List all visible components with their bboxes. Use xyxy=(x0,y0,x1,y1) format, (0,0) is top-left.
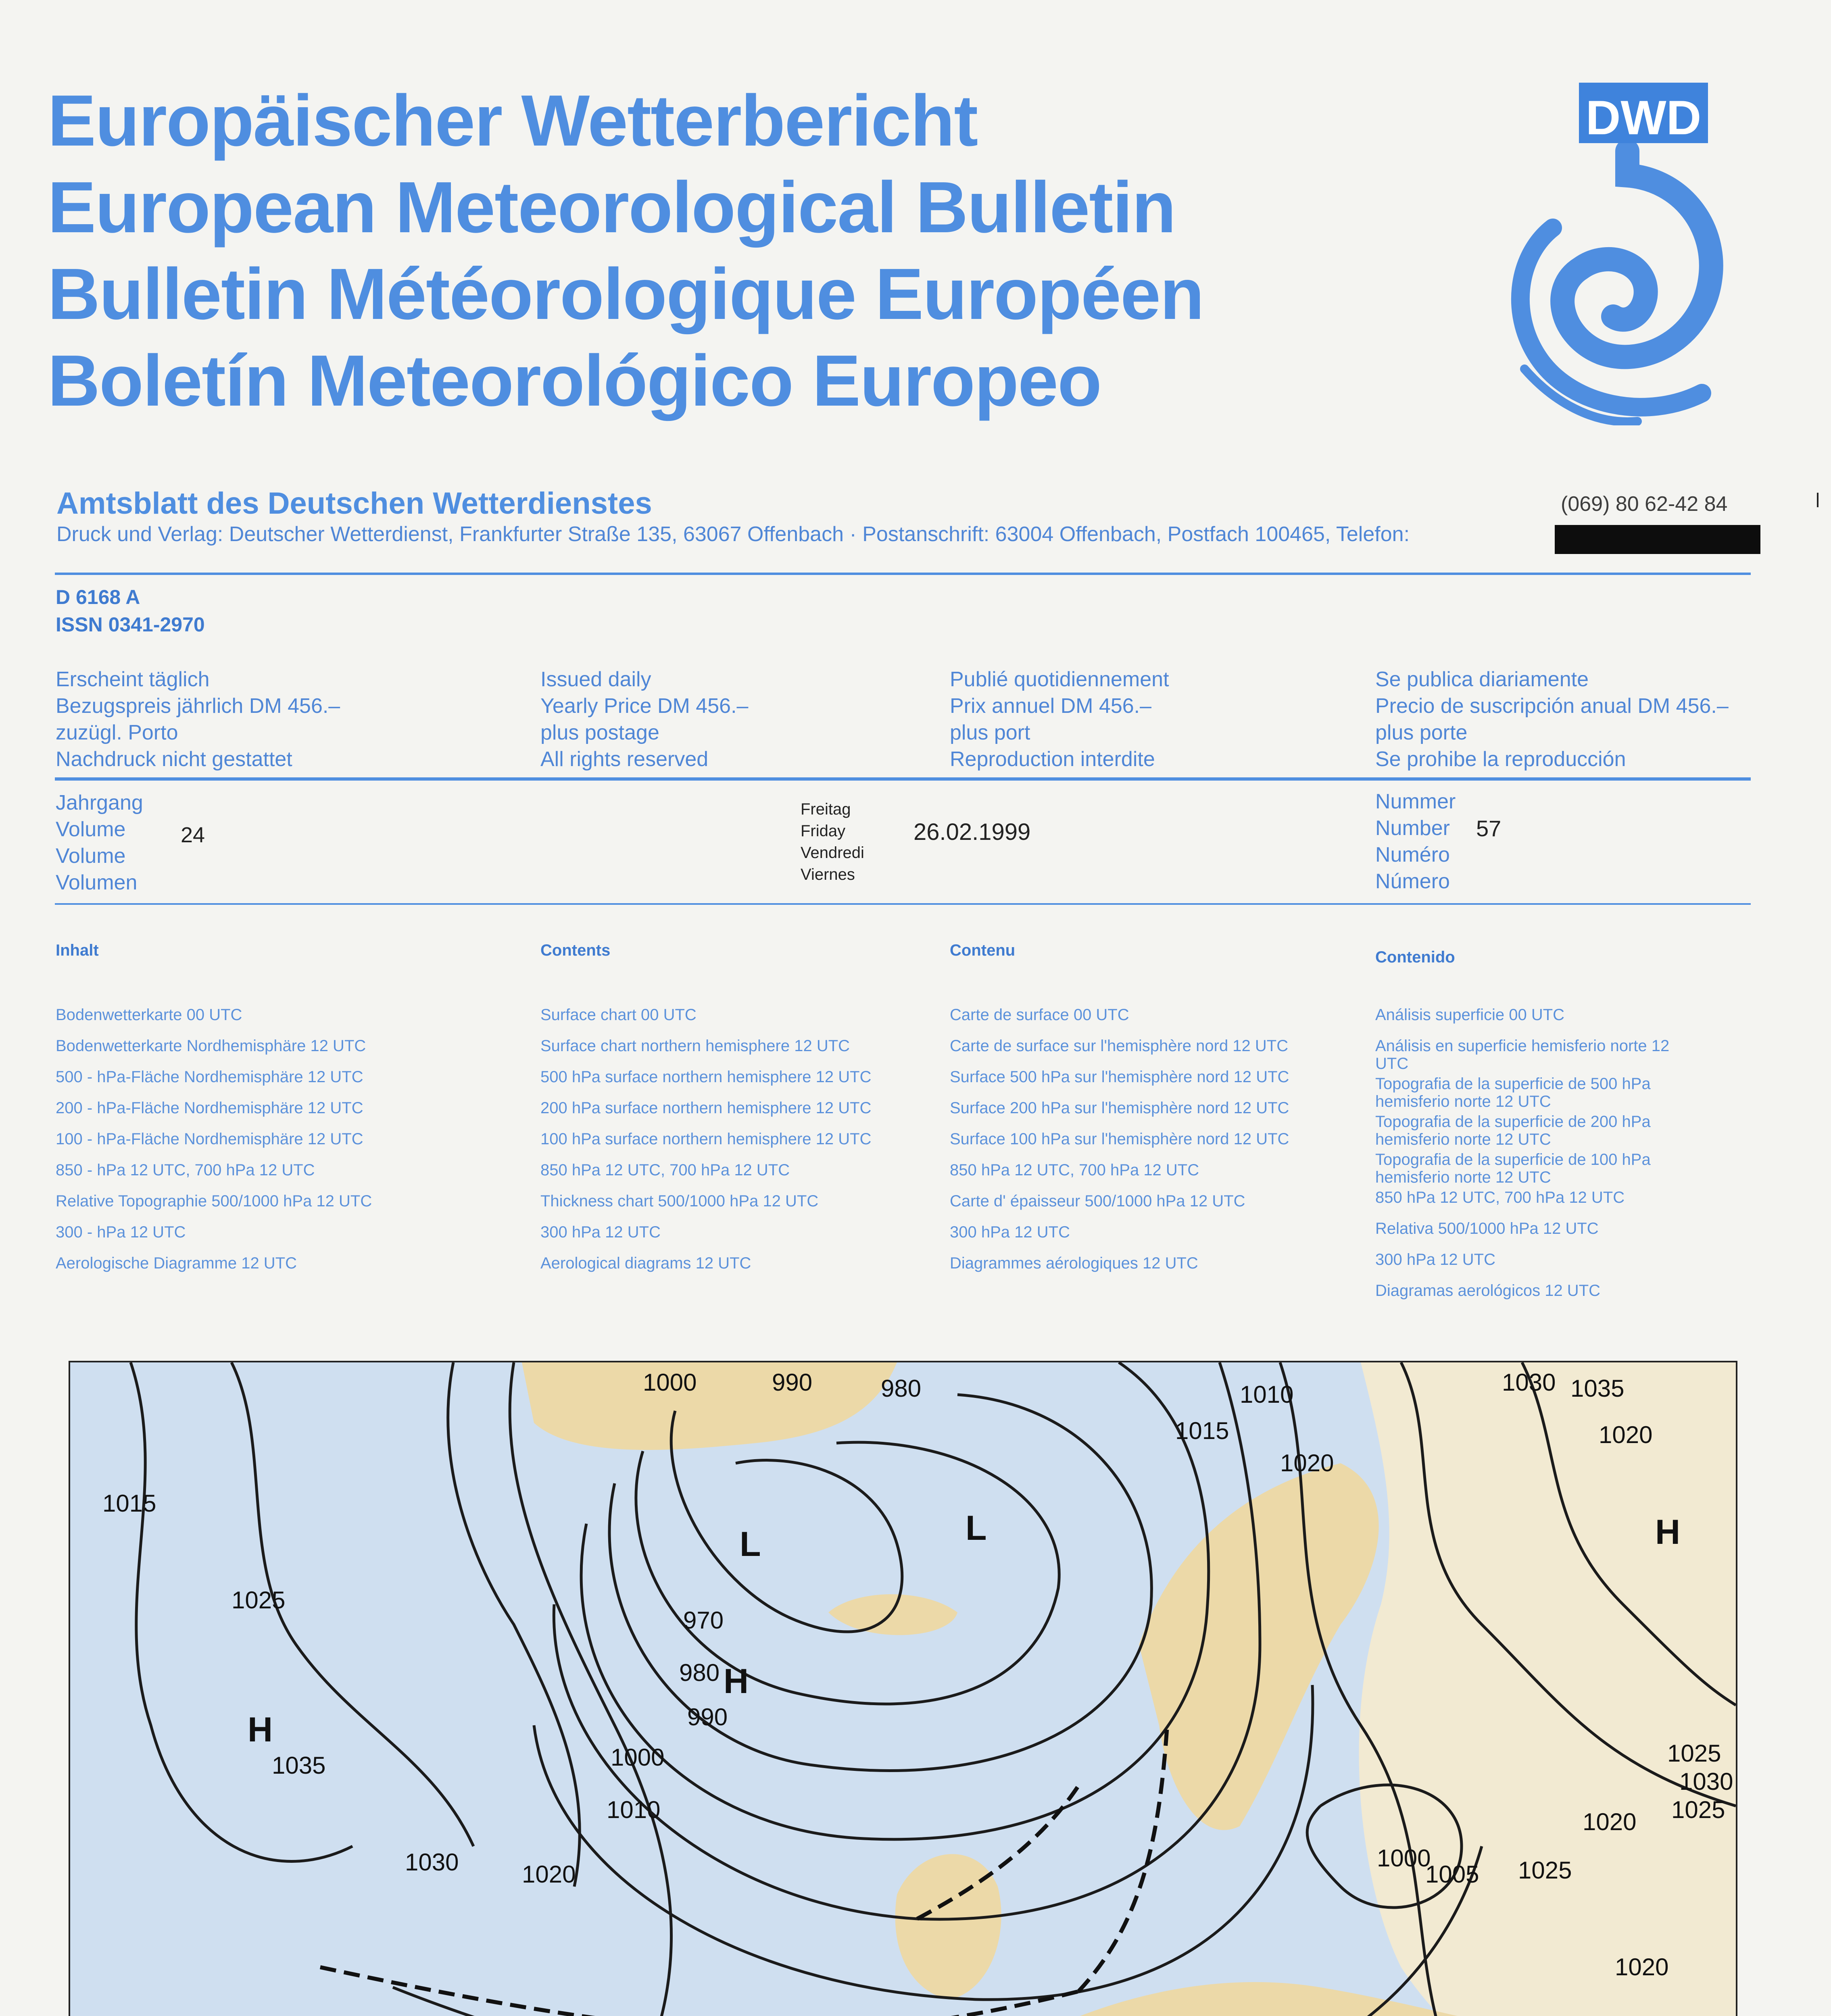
number-labels xyxy=(1375,788,1456,895)
toc-item: 850 hPa 12 UTC, 700 hPa 12 UTC xyxy=(1375,1189,1625,1206)
redacted-phone-block xyxy=(1555,525,1760,554)
toc-item: Bodenwetterkarte Nordhemisphäre 12 UTC xyxy=(56,1037,366,1055)
volume-label: Jahrgang xyxy=(56,791,143,814)
divider-mid xyxy=(55,777,1751,781)
terms-french xyxy=(950,666,1169,773)
isobar-label: 1015 xyxy=(102,1490,156,1517)
toc-item: Surface 200 hPa sur l'hemisphère nord 12 UTC xyxy=(950,1099,1289,1117)
publisher-name: Amtsblatt des Deutschen Wetterdienstes xyxy=(56,486,652,521)
isobar-label: 1030 xyxy=(1502,1369,1556,1396)
volume-value: 24 xyxy=(181,823,205,847)
terms-english xyxy=(540,666,748,773)
terms-line: Bezugspreis jährlich DM 456.– xyxy=(56,694,340,718)
corner-mark xyxy=(1817,493,1818,507)
toc-item: Aerological diagrams 12 UTC xyxy=(540,1254,751,1272)
isobar-label: 1000 xyxy=(1377,1845,1431,1872)
toc-item: Análisis en superficie hemisferio norte 12 UTC xyxy=(1375,1037,1670,1073)
publisher-address: Druck und Verlag: Deutscher Wetterdienst, Frankfurter Straße 135, 63067 Offenbach · Postanschrift: 63004 Offenbach, Postfach 100465, Telefon: xyxy=(56,523,1410,546)
volume-label: Volumen xyxy=(56,871,138,894)
divider-top xyxy=(55,573,1751,575)
toc-item: 300 - hPa 12 UTC xyxy=(56,1223,186,1241)
toc-item: 300 hPa 12 UTC xyxy=(950,1223,1070,1241)
terms-line: Se prohibe la reproducción xyxy=(1375,748,1626,771)
contents-heading-french: Contenu xyxy=(950,941,1016,959)
land-russia xyxy=(1359,1362,1736,2016)
dwd-logo xyxy=(1579,83,1708,143)
isobar-label: 1030 xyxy=(1679,1768,1733,1795)
contents-heading-spanish: Contenido xyxy=(1375,948,1455,966)
toc-item: 200 hPa surface northern hemisphere 12 UTC xyxy=(540,1099,872,1117)
isobar-label: 980 xyxy=(881,1375,922,1402)
toc-item: Surface chart 00 UTC xyxy=(540,1006,697,1024)
terms-line: plus porte xyxy=(1375,721,1468,744)
toc-item: 300 hPa 12 UTC xyxy=(540,1223,661,1241)
surface-chart-svg xyxy=(70,1362,1736,2016)
title-german: Europäischer Wetterbericht xyxy=(48,80,978,161)
toc-item: 850 hPa 12 UTC, 700 hPa 12 UTC xyxy=(540,1161,790,1179)
volume-label: Volume xyxy=(56,844,126,868)
day-label: Friday xyxy=(801,822,846,840)
toc-item: 850 - hPa 12 UTC, 700 hPa 12 UTC xyxy=(56,1161,315,1179)
toc-item: Relativa 500/1000 hPa 12 UTC xyxy=(1375,1220,1599,1237)
toc-item: 100 hPa surface northern hemisphere 12 UTC xyxy=(540,1130,872,1148)
pressure-center-label: L xyxy=(966,1509,987,1547)
toc-item: Diagrammes aérologiques 12 UTC xyxy=(950,1254,1198,1272)
toc-item: 500 - hPa-Fläche Nordhemisphäre 12 UTC xyxy=(56,1068,363,1086)
terms-line: Prix annuel DM 456.– xyxy=(950,694,1152,718)
divider-bottom xyxy=(55,903,1751,905)
isobar-label: 990 xyxy=(772,1369,813,1396)
isobar-label: 1005 xyxy=(1425,1861,1479,1888)
number-value: 57 xyxy=(1476,816,1502,841)
toc-item: Thickness chart 500/1000 hPa 12 UTC xyxy=(540,1192,819,1210)
isobar-label: 1035 xyxy=(1570,1375,1625,1402)
isobar-label: 1010 xyxy=(607,1796,661,1823)
terms-line: Erscheint täglich xyxy=(56,668,210,691)
toc-item: Carte d' épaisseur 500/1000 hPa 12 UTC xyxy=(950,1192,1245,1210)
isobar-label: 1000 xyxy=(643,1369,697,1396)
toc-item: 100 - hPa-Fläche Nordhemisphäre 12 UTC xyxy=(56,1130,363,1148)
terms-line: Nachdruck nicht gestattet xyxy=(56,748,292,771)
isobar-label: 990 xyxy=(687,1704,728,1731)
number-label: Nummer xyxy=(1375,790,1456,813)
isobar-label: 1010 xyxy=(1240,1381,1294,1408)
pressure-center-label: H xyxy=(724,1662,749,1701)
isobar-label: 1020 xyxy=(1615,1954,1669,1981)
number-label: Number xyxy=(1375,816,1450,840)
issn: ISSN 0341-2970 xyxy=(56,613,205,636)
isobar-label: 1030 xyxy=(405,1849,459,1876)
isobar-label: 1020 xyxy=(1280,1450,1334,1477)
isobar-label: 1025 xyxy=(1518,1857,1572,1884)
toc-item: Carte de surface 00 UTC xyxy=(950,1006,1129,1024)
pressure-center-label: H xyxy=(248,1710,273,1749)
toc-item: Topografia de la superficie de 200 hPa hemisferio norte 12 UTC xyxy=(1375,1113,1651,1148)
side-note xyxy=(0,1711,17,2016)
toc-item: Análisis superficie 00 UTC xyxy=(1375,1006,1565,1024)
isobar-label: 980 xyxy=(679,1659,720,1686)
terms-line: Se publica diariamente xyxy=(1375,668,1589,691)
toc-item: 200 - hPa-Fläche Nordhemisphäre 12 UTC xyxy=(56,1099,363,1117)
isobar-label: 1025 xyxy=(1667,1740,1721,1767)
toc-item: Aerologische Diagramme 12 UTC xyxy=(56,1254,297,1272)
title-french: Bulletin Météorologique Européen xyxy=(48,254,1204,335)
spiral-logo-icon xyxy=(1492,143,1742,425)
terms-line: Precio de suscripción anual DM 456.– xyxy=(1375,694,1729,718)
surface-chart xyxy=(69,1361,1737,2016)
terms-line: zuzügl. Porto xyxy=(56,721,178,744)
terms-line: Issued daily xyxy=(540,668,651,691)
toc-item: Relative Topographie 500/1000 hPa 12 UTC xyxy=(56,1192,372,1210)
isobar-label: 1015 xyxy=(1175,1417,1229,1444)
day-label: Viernes xyxy=(801,866,855,883)
number-label: Número xyxy=(1375,870,1450,893)
title-spanish: Boletín Meteorológico Europeo xyxy=(48,340,1101,421)
pressure-center-label: L xyxy=(740,1525,761,1564)
pressure-center-label: H xyxy=(1655,1513,1681,1552)
terms-line: Yearly Price DM 456.– xyxy=(540,694,749,718)
isobar-label: 1020 xyxy=(1599,1421,1653,1448)
isobar-label: 970 xyxy=(683,1607,724,1634)
number-label: Numéro xyxy=(1375,843,1450,866)
toc-item: Diagramas aerológicos 12 UTC xyxy=(1375,1282,1601,1300)
toc-item: Carte de surface sur l'hemisphère nord 12 UTC xyxy=(950,1037,1289,1055)
logo-text: DWD xyxy=(1585,91,1702,145)
terms-german xyxy=(56,666,340,773)
contents-heading-english: Contents xyxy=(540,941,611,959)
issue-date: 26.02.1999 xyxy=(913,819,1031,845)
day-label: Vendredi xyxy=(801,844,864,862)
volume-labels xyxy=(56,789,143,896)
contents-heading-german: Inhalt xyxy=(56,941,99,959)
terms-line: plus port xyxy=(950,721,1030,744)
d-number: D 6168 A xyxy=(56,586,140,608)
toc-item: Surface 500 hPa sur l'hemisphère nord 12 UTC xyxy=(950,1068,1289,1086)
toc-item: 850 hPa 12 UTC, 700 hPa 12 UTC xyxy=(950,1161,1199,1179)
terms-line: All rights reserved xyxy=(540,748,709,771)
title-english: European Meteorological Bulletin xyxy=(48,167,1176,248)
terms-spanish xyxy=(1375,666,1729,773)
day-labels xyxy=(801,798,864,885)
isobar-label: 1025 xyxy=(1671,1796,1725,1823)
toc-item: Surface 100 hPa sur l'hemisphère nord 12 UTC xyxy=(950,1130,1289,1148)
publisher-phone: (069) 80 62-42 84 xyxy=(1561,492,1728,516)
toc-item: 300 hPa 12 UTC xyxy=(1375,1251,1495,1268)
isobar-label: 1035 xyxy=(272,1752,326,1779)
isobar-label: 1025 xyxy=(231,1587,286,1614)
terms-line: Reproduction interdite xyxy=(950,748,1155,771)
day-label: Freitag xyxy=(801,800,851,818)
terms-line: plus postage xyxy=(540,721,659,744)
isobar-label: 1000 xyxy=(611,1744,665,1771)
volume-label: Volume xyxy=(56,818,126,841)
toc-item: Topografia de la superficie de 500 hPa hemisferio norte 12 UTC xyxy=(1375,1075,1651,1110)
terms-line: Publié quotidiennement xyxy=(950,668,1169,691)
isobar-label: 1020 xyxy=(1583,1808,1637,1835)
toc-item: Bodenwetterkarte 00 UTC xyxy=(56,1006,242,1024)
toc-item: Topografia de la superficie de 100 hPa hemisferio norte 12 UTC xyxy=(1375,1151,1651,1186)
toc-item: 500 hPa surface northern hemisphere 12 UTC xyxy=(540,1068,872,1086)
toc-item: Surface chart northern hemisphere 12 UTC xyxy=(540,1037,850,1055)
isobar-label: 1020 xyxy=(522,1861,576,1888)
